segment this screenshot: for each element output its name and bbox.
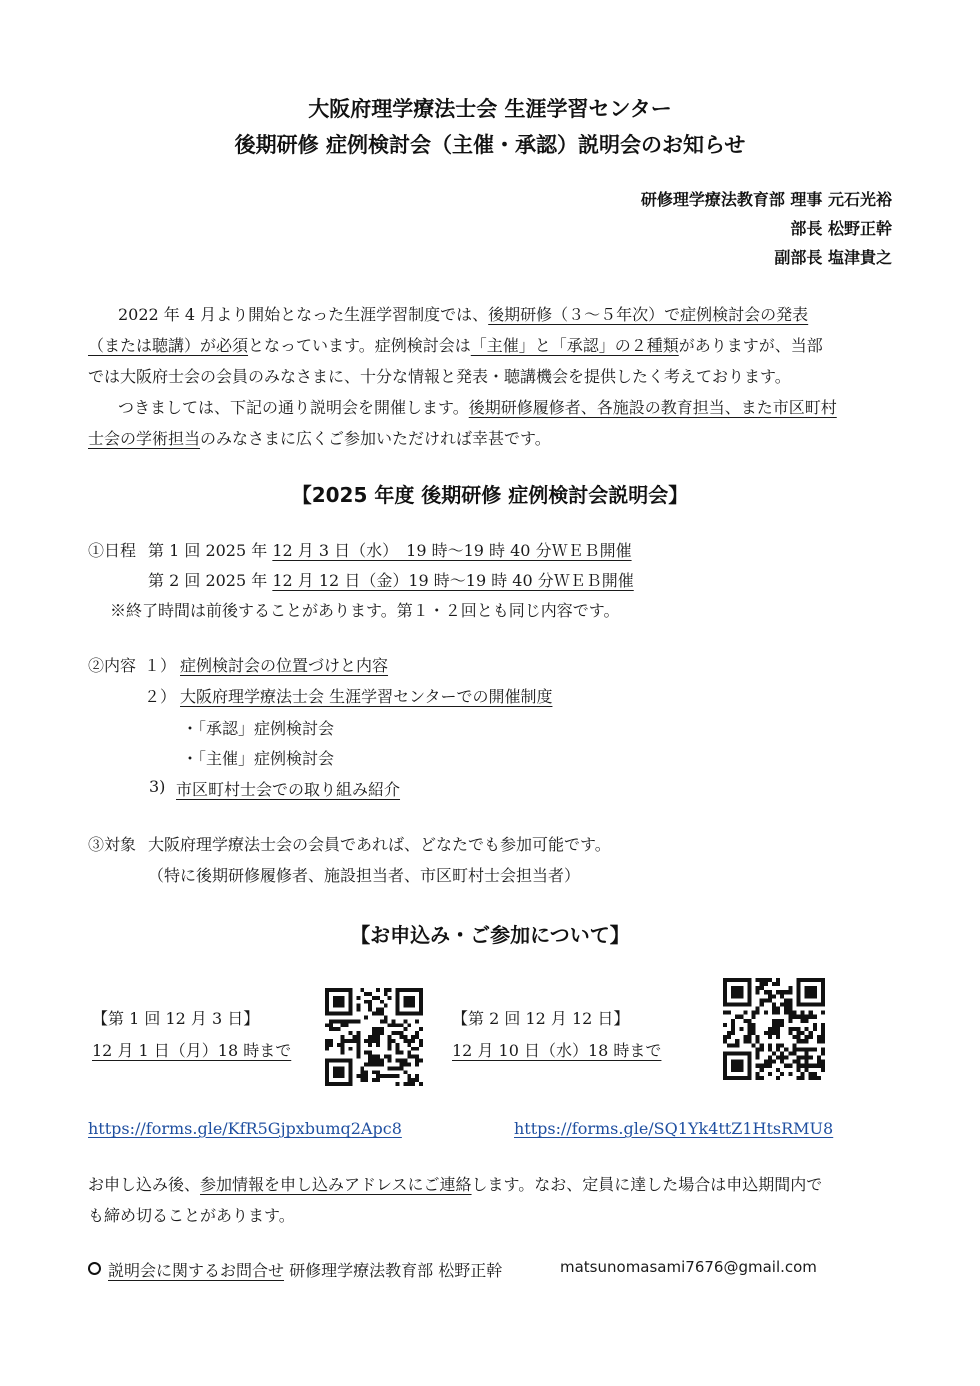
session1-detail: 12 月 3 日（水） 19 時～19 時 40 分ＷＥＢ開催 [272, 541, 632, 560]
intro-emphasis: 「主催」と「承認」の２種類 [470, 336, 679, 355]
signatory-director: 研修理学療法教育部 理事 元石光裕 [640, 190, 892, 209]
schedule-label: ①日程 [88, 541, 137, 560]
apply-session1-label: 【第 1 回 12 月 3 日】 [92, 1009, 260, 1028]
intro-line1 [118, 302, 808, 325]
apply-session2-deadline: 12 月 10 日（水）18 時まで [452, 1041, 662, 1060]
contact-line [108, 1258, 502, 1281]
section-heading-apply: 【お申込み・ご参加について】 [350, 923, 630, 947]
intro-line2 [88, 333, 823, 356]
qr-code-session2[interactable] [723, 978, 821, 1076]
apply-session2-link[interactable]: https://forms.gle/SQ1Yk4ttZ1HtsRMU8 [514, 1119, 834, 1138]
contact-person: 研修理学療法教育部 松野正幹 [289, 1261, 503, 1280]
signatory-deputy: 副部長 塩津貴之 [774, 248, 892, 267]
contact-email[interactable]: matsunomasami7676@gmail.com [560, 1258, 817, 1276]
content-label: ②内容 [88, 656, 137, 675]
after-apply-emphasis: 参加情報を申し込みアドレスにご連絡 [200, 1175, 472, 1194]
content-item2-num: ２） [144, 687, 177, 706]
after-apply-text: します。なお、定員に達した場合は申込期間内で [471, 1175, 823, 1194]
content-item3: 市区町村士会での取り組み紹介 [176, 780, 401, 799]
apply-session2-label: 【第 2 回 12 月 12 日】 [452, 1009, 630, 1028]
content-item3-num: 3) [149, 777, 166, 796]
intro-text: のみなさまに広くご参加いただければ幸甚です。 [200, 429, 551, 448]
intro-text: 2022 年 4 月より開始となった生涯学習制度では、 [118, 305, 489, 324]
intro-emphasis: 士会の学術担当 [88, 429, 201, 448]
page-title-line1: 大阪府理学療法士会 生涯学習センター [308, 97, 672, 121]
qr-code-session2-icon [723, 978, 825, 1080]
contact-label: 説明会に関するお問合せ [108, 1261, 285, 1280]
session1-prefix: 第 1 回 2025 年 [148, 541, 268, 560]
page-title-line2: 後期研修 症例検討会（主催・承認）説明会のお知らせ [234, 133, 746, 157]
content-item2: 大阪府理学療法士会 生涯学習センターでの開催制度 [180, 687, 553, 706]
intro-text: となっています。症例検討会は [248, 336, 471, 355]
intro-line3: では大阪府士会の会員のみなさまに、十分な情報と発表・聴講機会を提供したく考えております。 [88, 367, 791, 386]
section-heading-overview: 【2025 年度 後期研修 症例検討会説明会】 [291, 483, 689, 507]
intro-line4 [118, 395, 837, 418]
target-text: 大阪府理学療法士会の会員であれば、どなたでも参加可能です。 [148, 835, 611, 854]
intro-emphasis: （または聴講）が必須 [88, 336, 249, 355]
intro-text: がありますが、当部 [678, 336, 823, 355]
intro-emphasis: 後期研修履修者、各施設の教育担当、また市区町村 [468, 398, 837, 417]
intro-emphasis: 後期研修（３～５年次）で症例検討会の発表 [488, 305, 809, 324]
session2-detail: 12 月 12 日（金）19 時～19 時 40 分ＷＥＢ開催 [272, 571, 634, 590]
intro-line5 [88, 426, 551, 449]
content-item1: 症例検討会の位置づけと内容 [180, 656, 389, 675]
intro-text: つきましては、下記の通り説明会を開催します。 [118, 398, 469, 417]
target-note: （特に後期研修履修者、施設担当者、市区町村士会担当者） [148, 866, 581, 885]
apply-session1-deadline: 12 月 1 日（月）18 時まで [92, 1041, 292, 1060]
apply-session1-link[interactable]: https://forms.gle/KfR5Gjpxbumq2Apc8 [88, 1119, 402, 1138]
content-item1-num: １） [144, 656, 177, 675]
signatory-head: 部長 松野正幹 [790, 219, 892, 238]
after-apply-text: お申し込み後、 [88, 1175, 201, 1194]
schedule-session1 [148, 538, 632, 561]
schedule-note: ※終了時間は前後することがあります。第１・２回とも同じ内容です。 [110, 601, 620, 620]
after-apply-line2: も締め切ることがあります。 [88, 1206, 295, 1225]
circle-bullet-icon [88, 1262, 101, 1275]
qr-code-session1[interactable] [325, 988, 423, 1086]
qr-code-session1-icon [325, 988, 423, 1086]
target-label: ③対象 [88, 835, 137, 854]
schedule-session2 [148, 568, 634, 591]
content-sub2: ・「主催」症例検討会 [182, 749, 335, 768]
content-sub1: ・「承認」症例検討会 [182, 719, 335, 738]
session2-prefix: 第 2 回 2025 年 [148, 571, 268, 590]
after-apply-line1 [88, 1172, 822, 1195]
